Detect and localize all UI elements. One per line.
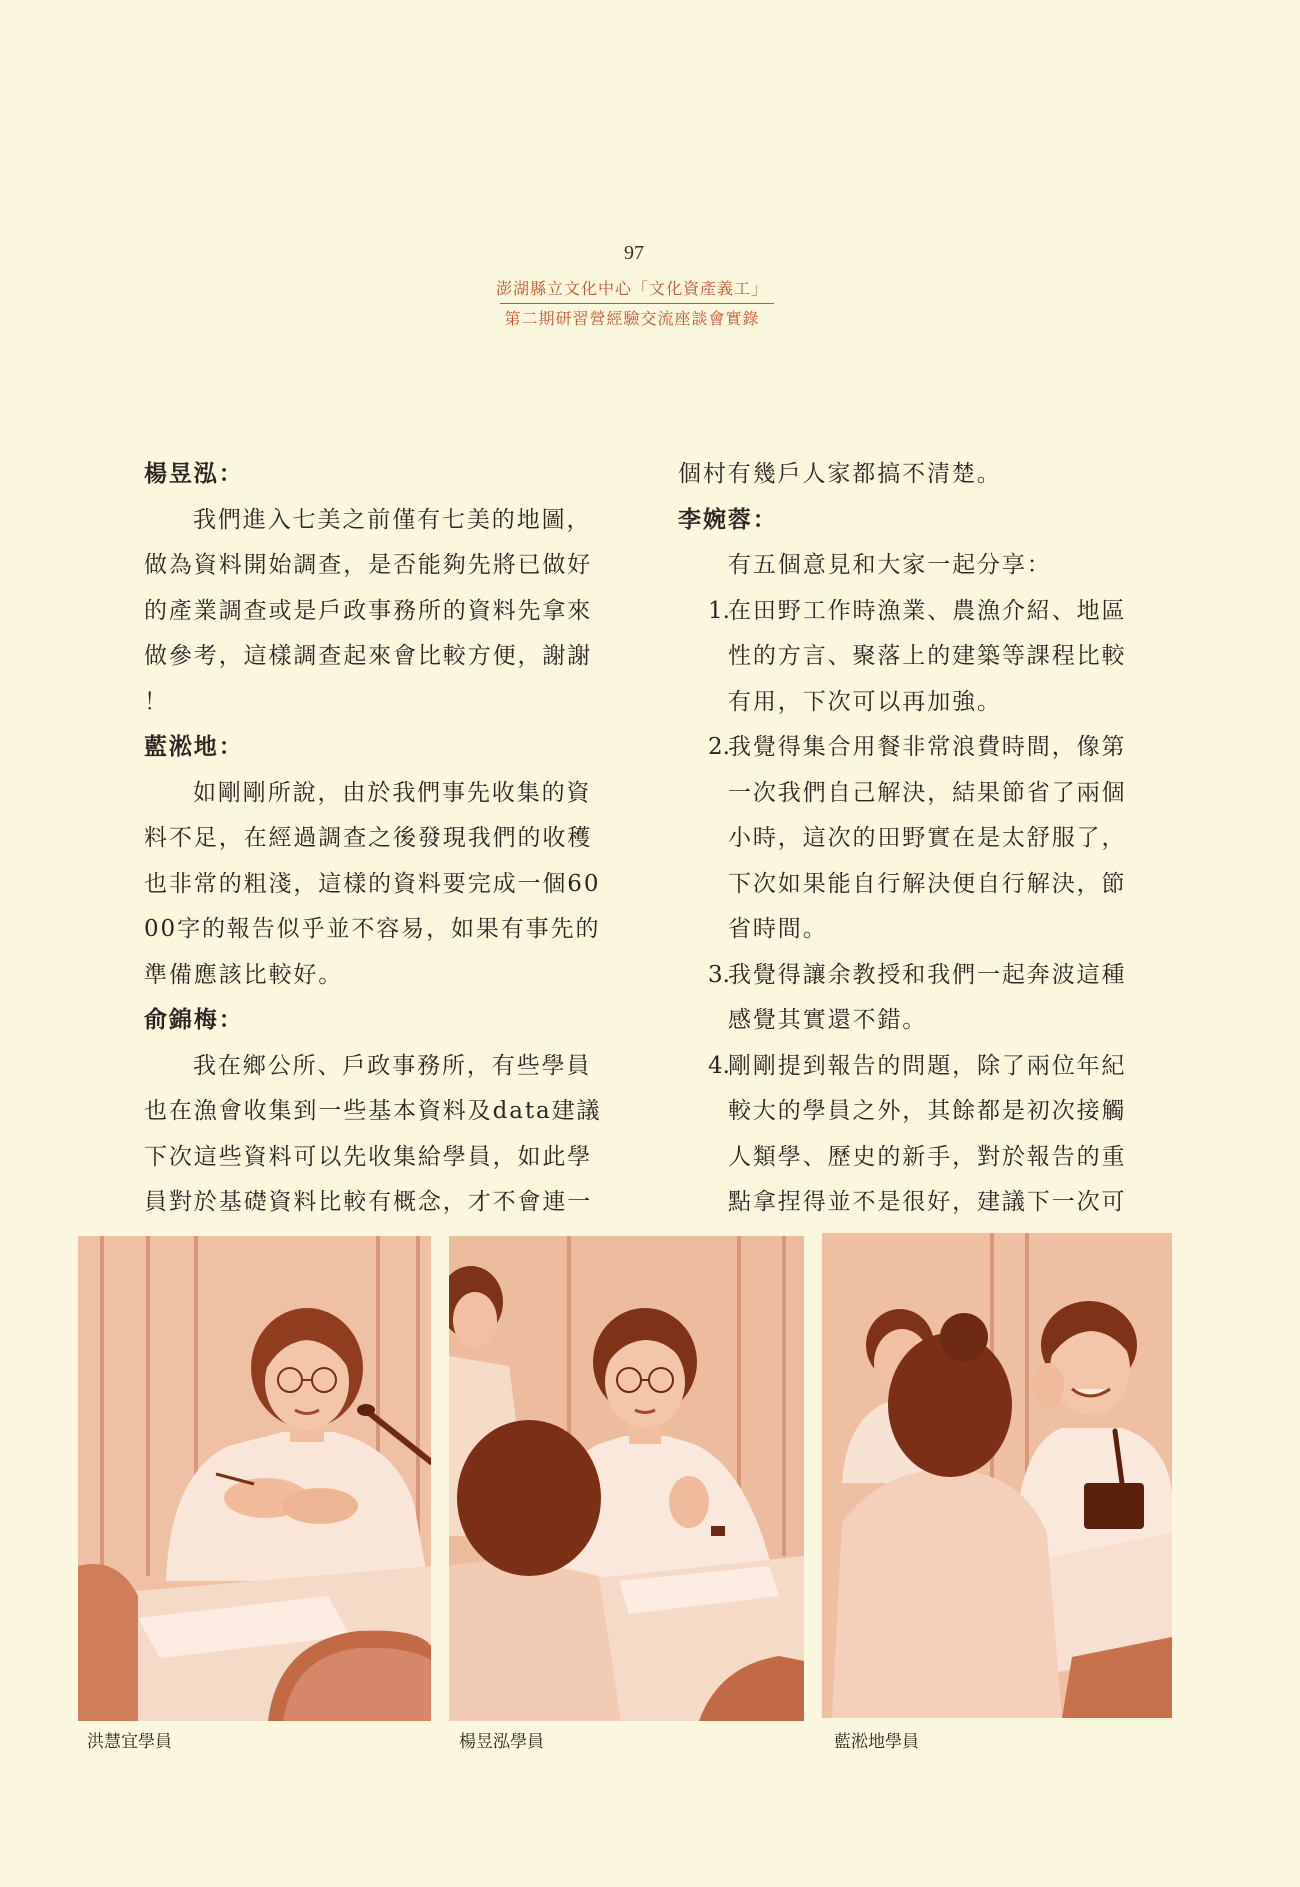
running-head-title: 澎湖縣立文化中心「文化資產義工」 <box>495 279 768 298</box>
text-line: 料不足，在經過調查之後發現我們的收穫 <box>144 825 593 851</box>
item-number: 2. <box>708 734 730 760</box>
text-line: 員對於基礎資料比較有概念，才不會連一 <box>144 1189 593 1215</box>
text-line: 也非常的粗淺，這樣的資料要完成一個60 <box>144 870 601 897</box>
text-line: 個村有幾戶人家都搞不清楚。 <box>678 461 1002 487</box>
running-head-subtitle: 第二期研習營經驗交流座談會實錄 <box>504 309 760 328</box>
page-number: 97 <box>624 242 644 264</box>
speaker-name: 藍淞地： <box>144 734 244 760</box>
right-column <box>678 452 1148 1226</box>
numbered-item <box>678 1044 1148 1226</box>
text-line: 人類學、歷史的新手，對於報告的重 <box>728 1143 1127 1170</box>
text-line: ！ <box>144 688 169 715</box>
photo-image <box>822 1233 1172 1718</box>
text-line: 小時，這次的田野實在是太舒服了， <box>728 825 1127 851</box>
text-line: 我們進入七美之前僅有七美的地圖， <box>193 506 592 533</box>
text-line: 一次我們自己解決，結果節省了兩個 <box>728 779 1127 806</box>
item-number: 3. <box>708 961 730 988</box>
photo-caption: 洪慧宜學員 <box>87 1732 172 1752</box>
text-line: 下次如果能自行解決便自行解決，節 <box>728 870 1127 897</box>
text-line: 性的方言、聚落上的建築等課程比較 <box>728 643 1127 669</box>
item-number: 1. <box>708 597 730 624</box>
photo-caption: 楊昱泓學員 <box>459 1732 544 1752</box>
text-line: 在田野工作時漁業、農漁介紹、地區 <box>728 597 1127 624</box>
text-line: 感覺其實還不錯。 <box>728 1007 928 1033</box>
text-line: 我覺得集合用餐非常浪費時間，像第 <box>728 734 1127 760</box>
photo-caption: 藍淞地學員 <box>834 1732 919 1752</box>
text-line: 準備應該比較好。 <box>144 961 344 988</box>
text-line: 有用，下次可以再加強。 <box>728 688 1002 715</box>
text-line: 00字的報告似乎並不容易，如果有事先的 <box>144 916 601 942</box>
speaker-name: 李婉蓉： <box>678 506 778 533</box>
text-line: 做參考，這樣調查起來會比較方便，謝謝 <box>144 643 593 669</box>
text-line: 的產業調查或是戶政事務所的資料先拿來 <box>144 597 593 624</box>
text-line: 我在鄉公所、戶政事務所，有些學員 <box>193 1052 592 1079</box>
speaker-block <box>144 998 614 1226</box>
intro-line: 有五個意見和大家一起分享： <box>728 552 1052 578</box>
photo-student-2 <box>449 1236 804 1721</box>
speaker-name: 楊昱泓： <box>144 461 244 487</box>
left-column <box>144 452 614 1226</box>
photo-image <box>449 1236 804 1721</box>
photo-student-3 <box>822 1233 1172 1718</box>
text-line: 點拿捏得並不是很好，建議下一次可 <box>728 1189 1127 1215</box>
text-line: 也在漁會收集到一些基本資料及data建議 <box>144 1098 602 1124</box>
text-line: 下次這些資料可以先收集給學員，如此學 <box>144 1143 593 1170</box>
numbered-item <box>678 589 1148 726</box>
text-line: 省時間。 <box>728 916 828 942</box>
numbered-item <box>678 725 1148 953</box>
text-line: 如剛剛所說，由於我們事先收集的資 <box>193 779 592 806</box>
text-line: 剛剛提到報告的問題，除了兩位年紀 <box>728 1052 1127 1079</box>
numbered-item <box>678 953 1148 1044</box>
text-line: 我覺得讓余教授和我們一起奔波這種 <box>728 961 1127 988</box>
text-line: 做為資料開始調查，是否能夠先將已做好 <box>144 552 593 578</box>
text-line: 較大的學員之外，其餘都是初次接觸 <box>728 1098 1127 1124</box>
photo-student-1 <box>78 1236 431 1721</box>
speaker-name: 俞錦梅： <box>144 1007 244 1033</box>
running-head-rule <box>500 303 774 304</box>
speaker-block <box>144 725 614 998</box>
speaker-block <box>144 452 614 725</box>
photo-image <box>78 1236 431 1721</box>
item-number: 4. <box>708 1052 730 1079</box>
